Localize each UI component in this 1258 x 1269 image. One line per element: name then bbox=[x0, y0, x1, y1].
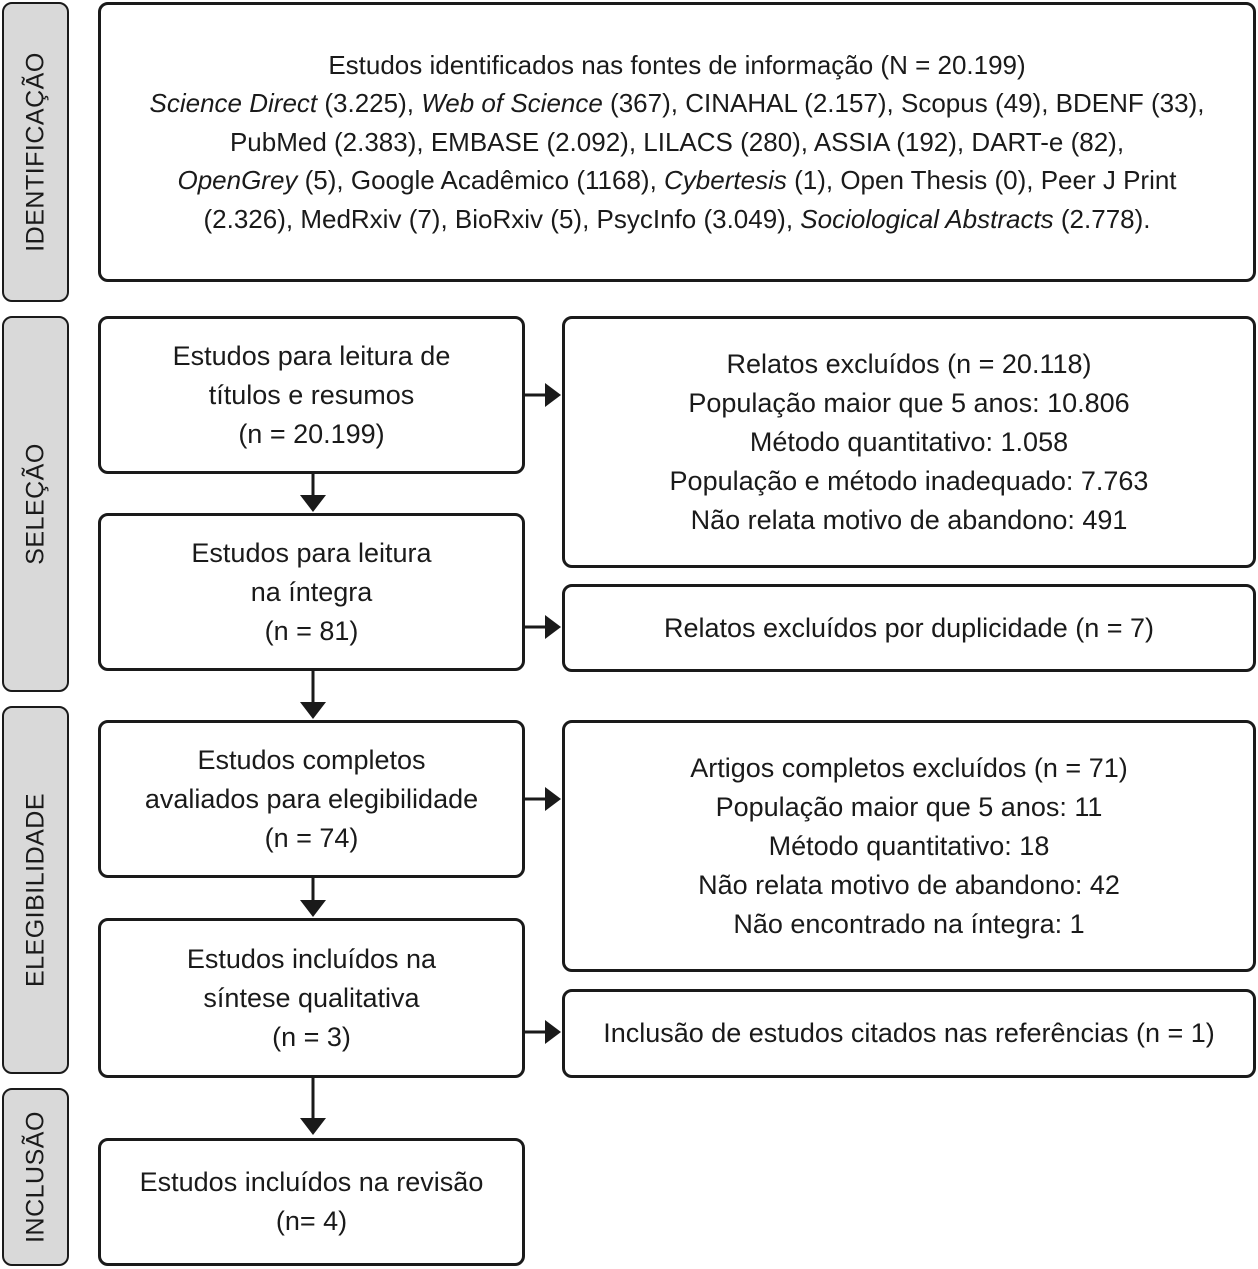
box-line: População maior que 5 anos: 11 bbox=[715, 791, 1103, 822]
box-line: Estudos incluídos na revisão bbox=[139, 1167, 484, 1197]
source-count: (2.157), bbox=[796, 88, 901, 119]
box-line: (n= 4) bbox=[275, 1206, 348, 1236]
source-count: (1168), bbox=[569, 165, 665, 196]
source-count: (49), bbox=[987, 88, 1056, 119]
source-name: OpenGrey bbox=[177, 165, 298, 196]
box-line: (n = 74) bbox=[264, 822, 359, 853]
arrow-right-icon bbox=[525, 787, 561, 811]
box-line: títulos e resumos bbox=[208, 379, 415, 410]
source-name: BDENF bbox=[1055, 88, 1144, 119]
source-name: ASSIA bbox=[813, 126, 889, 157]
source-count: (2.778). bbox=[1053, 203, 1151, 234]
arrow-down-icon bbox=[300, 474, 326, 512]
source-count: (0), bbox=[987, 165, 1041, 196]
identification-heading: Estudos identificados nas fontes de informação (N = 20.199) bbox=[328, 49, 1026, 80]
source-name: DART-e bbox=[971, 126, 1064, 157]
box-line: Estudos incluídos na bbox=[186, 943, 437, 974]
phase-label: IDENTIFICAÇÃO bbox=[21, 52, 49, 252]
source-count: (3.049), bbox=[696, 203, 801, 234]
source-name: Cybertesis bbox=[664, 165, 787, 196]
source-name: EMBASE bbox=[430, 126, 540, 157]
box-line: Não relata motivo de abandono: 491 bbox=[690, 504, 1128, 535]
box-line: Relatos excluídos (n = 20.118) bbox=[726, 348, 1092, 379]
source-count: (2.092), bbox=[539, 126, 644, 157]
source-count: (82), bbox=[1063, 126, 1125, 157]
box-line: Método quantitativo: 1.058 bbox=[749, 426, 1069, 457]
box-line: na íntegra bbox=[250, 576, 373, 607]
source-name: BioRxiv bbox=[454, 203, 544, 234]
source-name: Web of Science bbox=[421, 88, 603, 119]
box-line: avaliados para elegibilidade bbox=[144, 783, 479, 814]
source-name: LILACS bbox=[643, 126, 733, 157]
box-line: Não encontrado na íntegra: 1 bbox=[733, 908, 1085, 939]
box-line: População maior que 5 anos: 10.806 bbox=[688, 387, 1130, 418]
source-count: (7), bbox=[401, 203, 455, 234]
source-count: (280), bbox=[732, 126, 814, 157]
phase-label: ELEGIBILIDADE bbox=[21, 792, 49, 988]
source-name: Open Thesis bbox=[840, 165, 988, 196]
source-count: (33), bbox=[1143, 88, 1205, 119]
arrow-down-icon bbox=[300, 671, 326, 719]
box-line: Estudos para leitura de bbox=[172, 340, 451, 371]
source-name: Peer J Print bbox=[1040, 165, 1177, 196]
source-count: (3.225), bbox=[317, 88, 422, 119]
source-count: (2.383), bbox=[326, 126, 431, 157]
box-line: (n = 20.199) bbox=[238, 418, 385, 449]
arrow-down-icon bbox=[300, 1078, 326, 1135]
source-name: Science Direct bbox=[149, 88, 318, 119]
source-name: CINAHAL bbox=[685, 88, 797, 119]
box-line: Relatos excluídos por duplicidade (n = 7) bbox=[663, 612, 1155, 643]
box-line: Estudos completos bbox=[197, 744, 426, 775]
source-name: PsycInfo bbox=[596, 203, 697, 234]
box-line: (n = 3) bbox=[272, 1021, 351, 1052]
box-line: Inclusão de estudos citados nas referências (n = 1) bbox=[603, 1018, 1215, 1048]
source-name: Sociological Abstracts bbox=[800, 203, 1054, 234]
source-name: MedRxiv bbox=[300, 203, 402, 234]
arrow-right-icon bbox=[525, 383, 561, 407]
box-line: Artigos completos excluídos (n = 71) bbox=[690, 752, 1128, 783]
source-count: (2.326), bbox=[203, 203, 301, 234]
box-line: Não relata motivo de abandono: 42 bbox=[698, 869, 1120, 900]
box-line: Estudos para leitura bbox=[191, 537, 432, 568]
box-line: População e método inadequado: 7.763 bbox=[669, 465, 1149, 496]
arrow-down-icon bbox=[300, 878, 326, 917]
phase-label: INCLUSÃO bbox=[21, 1111, 49, 1243]
source-count: (192), bbox=[888, 126, 972, 157]
source-count: (5), bbox=[543, 203, 597, 234]
arrow-right-icon bbox=[525, 1020, 561, 1044]
source-count: (367), bbox=[602, 88, 686, 119]
box-line: (n = 81) bbox=[264, 615, 359, 646]
source-name: Scopus bbox=[901, 88, 988, 119]
phase-label: SELEÇÃO bbox=[21, 443, 49, 565]
arrow-right-icon bbox=[525, 615, 561, 639]
source-name: PubMed bbox=[229, 126, 327, 157]
source-count: (1), bbox=[786, 165, 841, 196]
source-count: (5), bbox=[297, 165, 351, 196]
box-line: síntese qualitativa bbox=[203, 982, 420, 1013]
source-name: Google Acadêmico bbox=[350, 165, 570, 196]
box-line: Método quantitativo: 18 bbox=[768, 830, 1050, 861]
